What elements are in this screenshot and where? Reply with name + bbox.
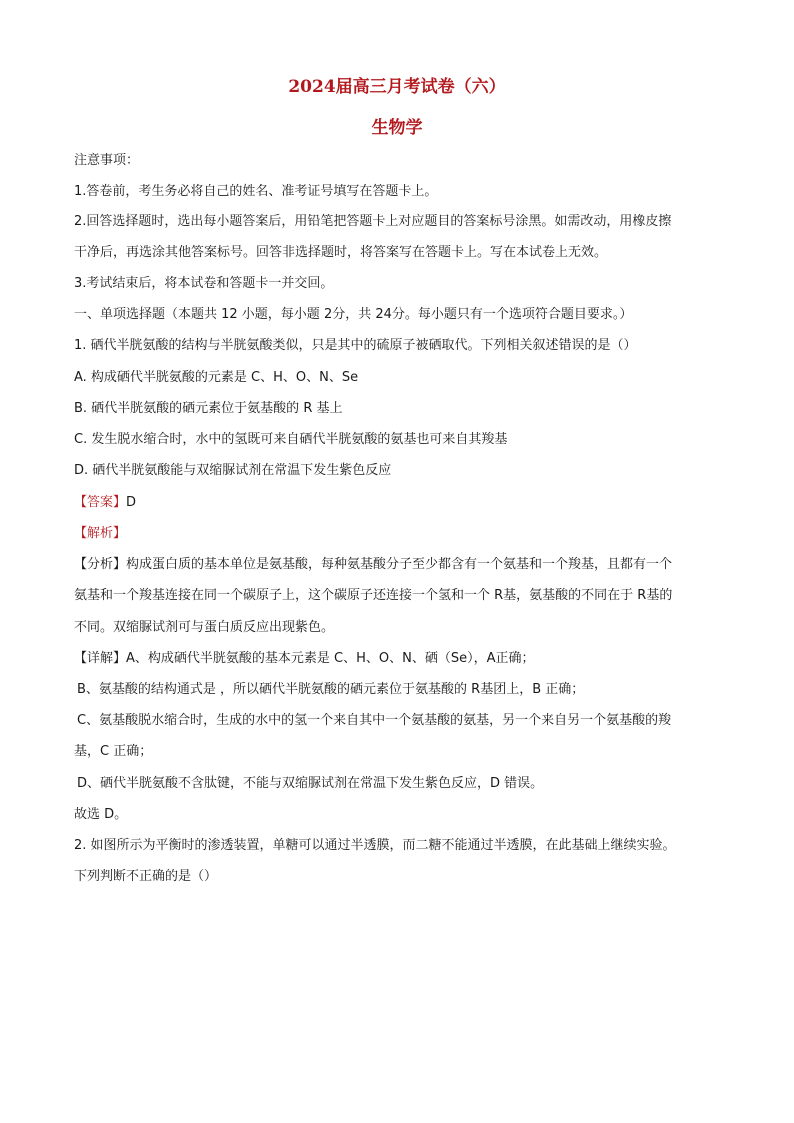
subject-title: 生物学	[371, 118, 423, 138]
answer-line	[74, 494, 726, 512]
xiangjie-tag: 【详解】	[74, 651, 127, 666]
fenxi-text-1: 构成蛋白质的基本单位是氨基酸，每种氨基酸分子至少都含有一个氨基和一个羧基，且都有一个	[126, 557, 673, 572]
conclusion-line: 故选 D。	[74, 807, 128, 822]
exam-title: 2024届高三月考试卷（六）	[288, 77, 506, 97]
fenxi-line-1	[74, 556, 726, 574]
xiangjie-line-c1: C、氨基酸脱水缩合时，生成的水中的氢一个来自其中一个氨基酸的氨基，另一个来自另一个氨基酸的羧	[77, 713, 672, 728]
question-1-option-b: B. 硒代半胱氨酸的硒元素位于氨基酸的 R 基上	[74, 401, 343, 416]
notes-item-3: 3.考试结束后，将本试卷和答题卡一并交回。	[74, 276, 334, 291]
fenxi-line-3: 不同。双缩脲试剂可与蛋白质反应出现紫色。	[74, 620, 335, 635]
xiangjie-line-b: B、氨基酸的结构通式是 ，所以硒代半胱氨酸的硒元素位于氨基酸的 R基团上，B 正确；	[77, 682, 585, 697]
notes-heading: 注意事项：	[74, 153, 140, 168]
notes-item-2-line-2: 干净后，再选涂其他答案标号。回答非选择题时，将答案写在答题卡上。写在本试卷上无效。	[74, 245, 608, 260]
question-2-stem-line-1: 2. 如图所示为平衡时的渗透装置，单糖可以通过半透膜，而二糖不能通过半透膜，在此基础上继续实验。	[74, 838, 676, 853]
question-1-option-c: C. 发生脱水缩合时，水中的氢既可来自硒代半胱氨酸的氨基也可来自其羧基	[74, 432, 508, 447]
xiangjie-line-d: D、硒代半胱氨酸不含肽键，不能与双缩脲试剂在常温下发生紫色反应，D 错误。	[77, 776, 544, 791]
fenxi-tag: 【分析】	[74, 557, 127, 572]
question-1-stem: 1. 硒代半胱氨酸的结构与半胱氨酸类似，只是其中的硫原子被硒取代。下列相关叙述错误的是（）	[74, 338, 637, 353]
xiangjie-text-a: A、构成硒代半胱氨酸的基本元素是 C、H、O、N、硒（Se），A正确；	[126, 651, 535, 666]
question-1-option-d: D. 硒代半胱氨酸能与双缩脲试剂在常温下发生紫色反应	[74, 463, 392, 478]
fenxi-line-2: 氨基和一个羧基连接在同一个碳原子上，这个碳原子还连接一个氢和一个 R基，氨基酸的不同在于 R基的	[74, 588, 673, 603]
xiangjie-line-c2: 基，C 正确；	[74, 744, 153, 759]
notes-item-2-line-1: 2.回答选择题时，选出每小题答案后，用铅笔把答题卡上对应题目的答案标号涂黑。如需改动，用橡皮擦	[74, 214, 672, 229]
xiangjie-line-1	[74, 650, 726, 668]
answer-value: D	[126, 495, 137, 510]
section-heading: 一、单项选择题（本题共 12 小题，每小题 2分，共 24分。每小题只有一个选项符合题目要求。）	[74, 307, 633, 322]
question-2-stem-line-2: 下列判断不正确的是（）	[74, 869, 218, 884]
question-1-option-a: A. 构成硒代半胱氨酸的元素是 C、H、O、N、Se	[74, 370, 359, 385]
notes-item-1: 1.答卷前，考生务必将自己的姓名、准考证号填写在答题卡上。	[74, 184, 438, 199]
answer-tag: 【答案】	[74, 495, 127, 510]
analysis-tag: 【解析】	[74, 526, 127, 541]
